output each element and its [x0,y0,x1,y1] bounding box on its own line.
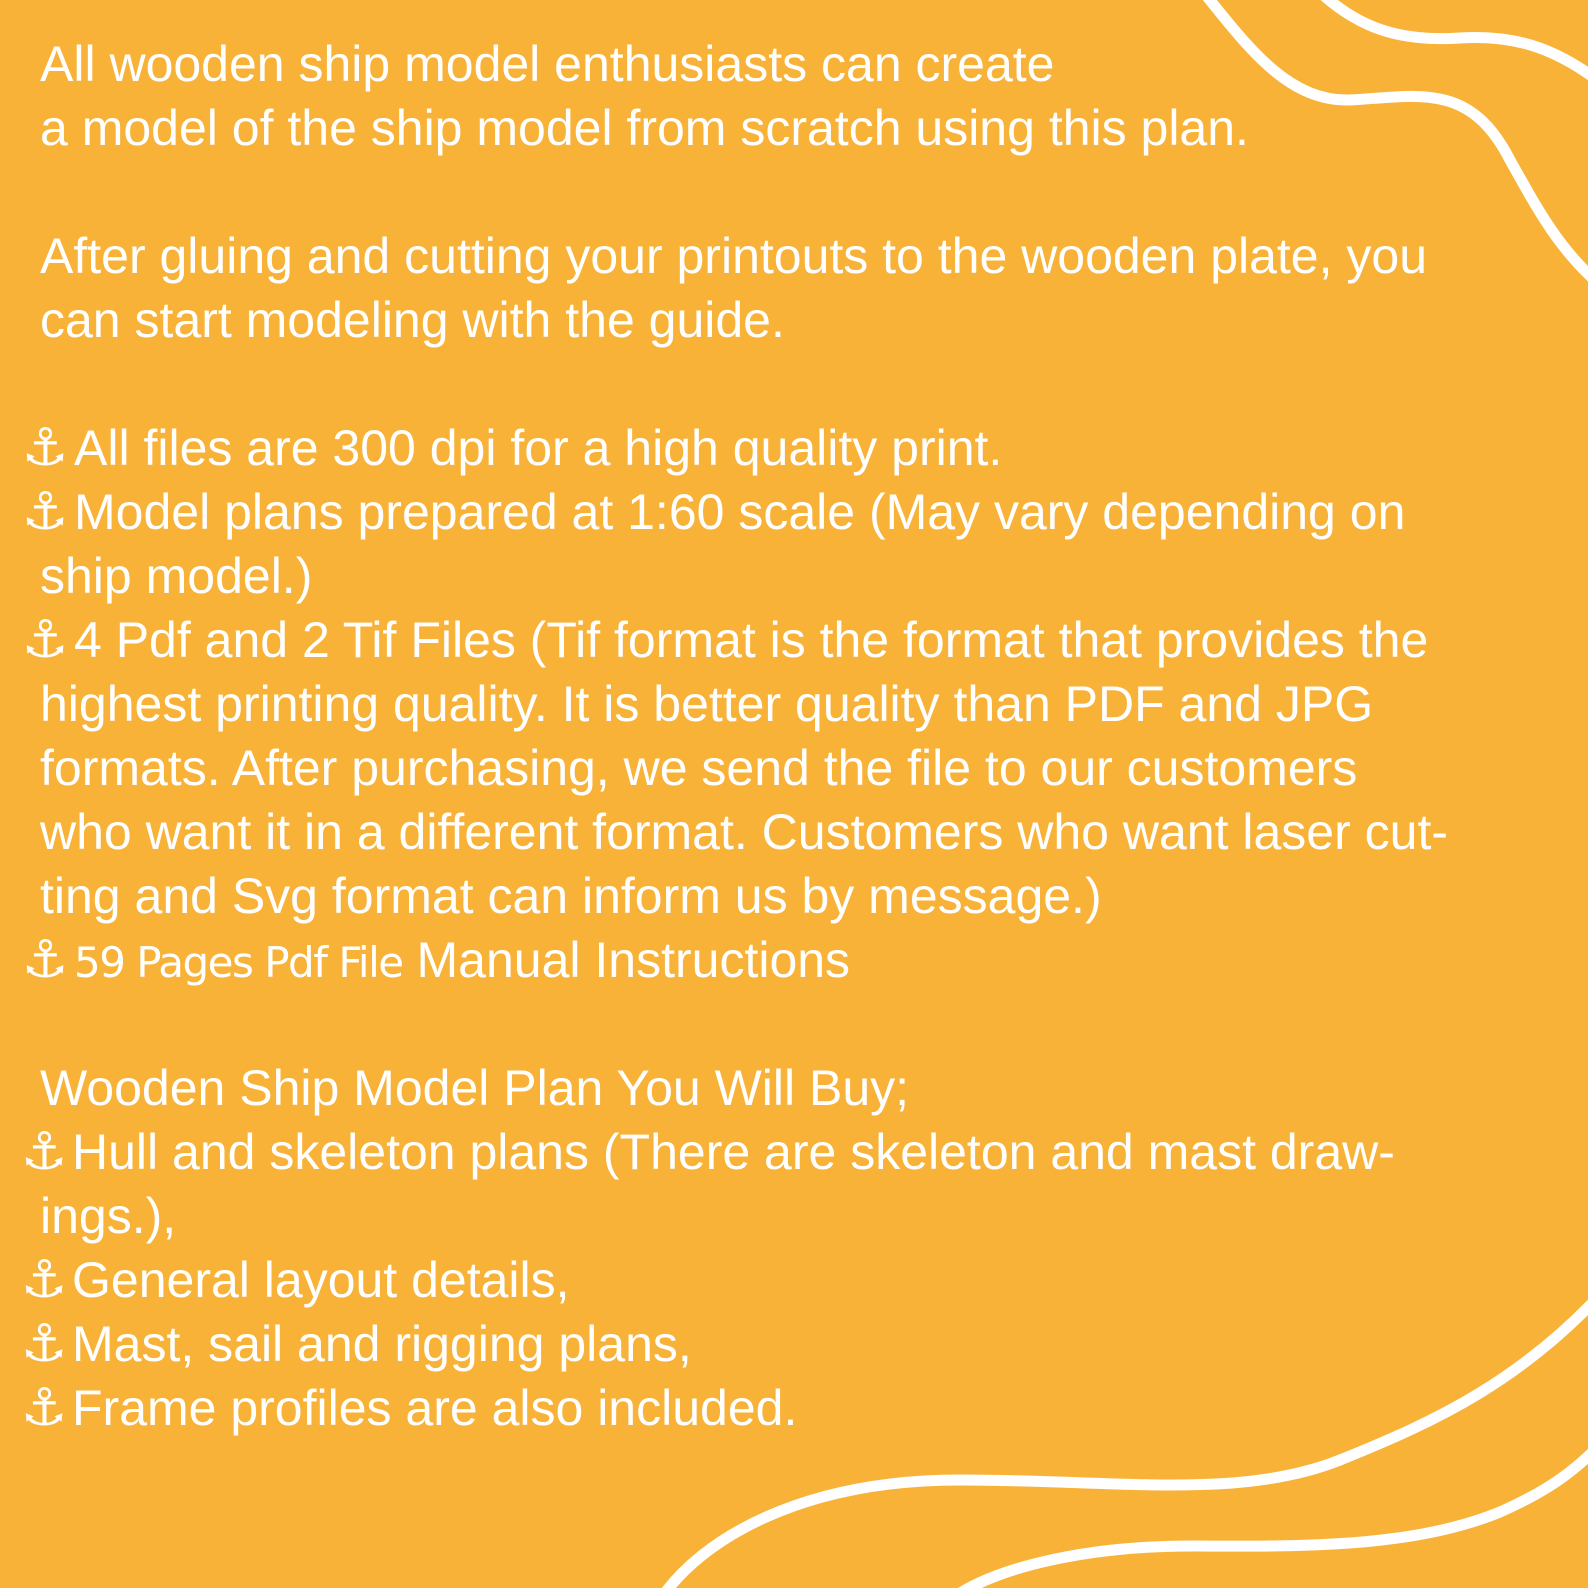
feature-item-formats-cont-1: highest printing quality. It is better quality than PDF and JPG [40,676,1374,732]
anchor-icon: ⚓ [20,1314,68,1374]
intro-line-1: All wooden ship model enthusiasts can create [40,36,1055,92]
plan-item-text: Mast, sail and rigging plans, [72,1316,692,1372]
feature-item-formats [16,608,1428,672]
plan-item-text: General layout details, [72,1252,570,1308]
plan-item-hull [16,1120,1395,1184]
feature-item-formats-cont-4: ting and Svg format can inform us by message.) [40,868,1102,924]
intro-line-2: a model of the ship model from scratch using this plan. [40,100,1249,156]
plan-item-frames [16,1376,797,1440]
instructions-line-2: can start modeling with the guide. [40,292,785,348]
anchor-icon: ⚓ [21,418,69,478]
plan-item-text: Frame profiles are also included. [72,1380,798,1436]
feature-item-scale [16,480,1405,544]
feature-item-manual [16,928,850,995]
anchor-icon: ⚓ [21,930,69,990]
plan-item-rigging [16,1312,692,1376]
plan-item-layout [16,1248,570,1312]
anchor-icon: ⚓ [20,1122,68,1182]
feature-item-resolution [16,416,1002,480]
feature-item-formats-cont-2: formats. After purchasing, we send the file to our customers [40,740,1358,796]
feature-text: 4 Pdf and 2 Tif Files (Tif format is the format that provides the [74,612,1429,668]
feature-item-formats-cont-3: who want it in a different format. Customers who want laser cut- [40,804,1449,860]
anchor-icon: ⚓ [21,482,69,542]
feature-text: Model plans prepared at 1:60 scale (May vary depending on [74,484,1406,540]
plan-item-text: Hull and skeleton plans (There are skeleton and mast draw- [72,1124,1395,1180]
feature-text: All files are 300 dpi for a high quality print. [74,420,1003,476]
anchor-icon: ⚓ [20,1250,68,1310]
feature-text-pages: 59 Pages Pdf File [74,938,403,987]
anchor-icon: ⚓ [21,610,69,670]
plan-heading: Wooden Ship Model Plan You Will Buy; [40,1060,910,1116]
feature-item-scale-cont: ship model.) [40,548,313,604]
anchor-icon: ⚓ [20,1378,68,1438]
plan-item-hull-cont: ings.), [40,1188,177,1244]
instructions-line-1: After gluing and cutting your printouts to the wooden plate, you [40,228,1428,284]
feature-text-manual: Manual Instructions [416,932,851,988]
